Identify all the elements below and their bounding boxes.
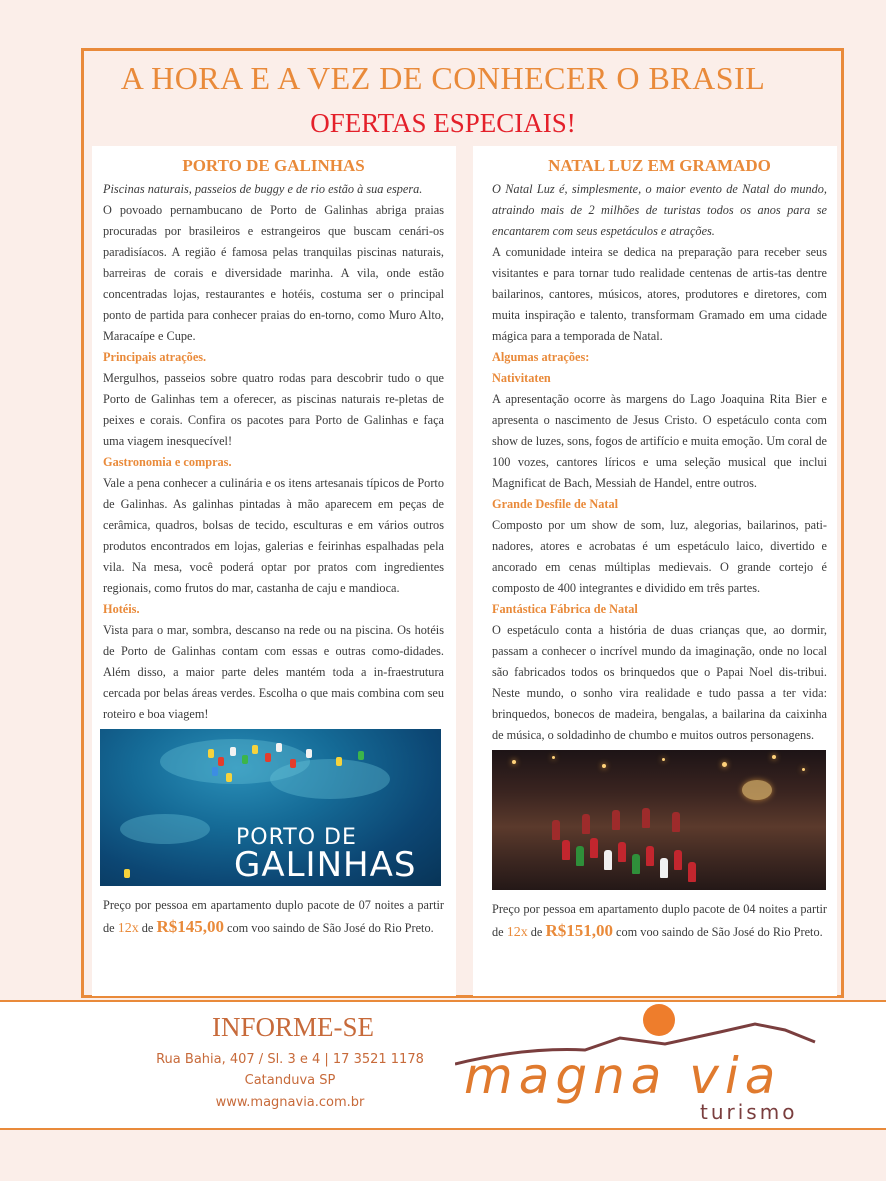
page-title: A HORA E A VEZ DE CONHECER O BRASIL — [120, 60, 766, 96]
section-text-atracoes: Mergulhos, passeios sobre quatro rodas para descobrir tudo o que Porto de Galinhas tem a oferecer, as piscinas naturais re-pletas de peixes e corais. Confira os pacotes para Porto de Galinhas e faça uma viagem inesquecível! — [103, 371, 444, 448]
price-value: R$145,00 — [156, 917, 224, 936]
offer-intro: O Natal Luz é, simplesmente, o maior evento de Natal do mundo, atraindo mais de 2 milhões de turistas todos os anos para se encantarem com seus espetáculos e atrações. — [492, 182, 827, 238]
offer-price: Preço por pessoa em apartamento duplo pacote de 07 noites a partir de 12x de R$145,00 com voo saindo de São José do Rio Preto. — [103, 898, 444, 936]
installments: 12x — [506, 925, 528, 940]
footer-website[interactable]: www.magnavia.com.br — [215, 1095, 365, 1110]
section-text-gastronomia: Vale a pena conhecer a culinária e os itens artesanais típicos de Porto de Galinhas. As galinhas pintadas à mão aparecem em peças de cerâmica, quadros, bolsas de tecido, esculturas e em vários outros produtos encontrados em lojas, galerias e feirinhas espalhadas pela vila. Na mesa, você poderá optar por pratos com ingredientes regionais, como frutos do mar, castanha de caju e mandioca. — [103, 476, 444, 595]
offer-paragraph: O povoado pernambucano de Porto de Galinhas abriga praias procuradas por brasileiros e estrangeiros que buscam cenári-os paradisíacos. A região é famosa pelas tranquilas piscinas naturais, barreiras de corais e diversidade marinha. A vila, onde estão concentradas lojas, restaurantes e hotéis, costuma ser o principal ponto de partida para conhecer praias do en-torno, como Muro Alto, Maracaípe e Cupe. — [103, 203, 444, 343]
section-heading-atracoes: Principais atrações. — [103, 350, 207, 364]
sun-icon — [643, 1004, 675, 1036]
section-heading-gastronomia: Gastronomia e compras. — [103, 455, 232, 469]
section-heading-fabrica: Fantástica Fábrica de Natal — [492, 602, 638, 616]
porto-de-galinhas-photo — [100, 729, 441, 886]
logo-subtitle: turismo — [700, 1100, 798, 1124]
section-text-hoteis: Vista para o mar, sombra, descanso na rede ou na piscina. Os hotéis de Porto de Galinhas contam com essas e outras como-didades. Além disso, a maior parte deles mantém toda a in-fraestrutura cercada por belas áreas verdes. Escolha o que mais combina com seu roteiro e boa viagem! — [103, 623, 444, 721]
page-subtitle: OFERTAS ESPECIAIS! — [310, 108, 576, 138]
section-text-fabrica: O espetáculo conta a história de duas crianças que, ao dormir, passam a conhecer o incrível mundo da imaginação, onde no local são fabricados todos os brinquedos que o Papai Noel dis-tribui. Neste mundo, o sonho vira realidade e tudo passa a ter vida: brinquedos, bonecos de madeira, bengalas, a bailarina da caixinha de música, o soldadinho de chumbo e muitos outros personagens. — [492, 623, 827, 742]
section-text-nativitaten: A apresentação ocorre às margens do Lago Joaquina Rita Bier e apresenta o nascimento de Jesus Cristo. O espetáculo conta com show de luzes, sons, fogos de artifício e muita emoção. Um coral de 100 vozes, cantores líricos e uma seleção musical que inclui Magnificat de Bach, Messiah de Handel, entre outros. — [492, 392, 827, 490]
footer-city: Catanduva SP — [244, 1073, 336, 1088]
footer-address: Rua Bahia, 407 / Sl. 3 e 4 | 17 3521 1178 — [156, 1052, 424, 1067]
section-heading-algumas: Algumas atrações: — [492, 350, 590, 364]
offer-price: Preço por pessoa em apartamento duplo pacote de 04 noites a partir de 12x de R$151,00 com voo saindo de São José do Rio Preto. — [492, 902, 827, 940]
offer-heading: PORTO DE GALINHAS — [182, 156, 365, 175]
offer-column-natal-luz — [473, 146, 837, 996]
section-heading-nativitaten: Nativitaten — [492, 371, 551, 385]
photo-caption-line1: PORTO DE — [236, 825, 357, 850]
installments: 12x — [117, 921, 139, 936]
offer-column-porto-de-galinhas — [92, 146, 456, 996]
logo-wordmark: magna via — [464, 1047, 782, 1105]
natal-luz-parade-photo — [492, 750, 826, 890]
offer-paragraph: A comunidade inteira se dedica na preparação para receber seus visitantes e para tornar tudo realidade centenas de artis-tas dentre bailarinos, cantores, músicos, atores, produtores e diretores, com muita inspiração e talento, transformam Gramado em uma cidade mágica para a temporada de Natal. — [492, 245, 827, 343]
photo-caption-line2: GALINHAS — [234, 845, 417, 885]
section-text-desfile: Composto por um show de som, luz, alegorias, bailarinos, pati-nadores, atores e acrobatas é um espetáculo laico, divertido e ancorado em cenas múltiplas medievais. O grande cortejo é composto de 400 integrantes e dividido em três partes. — [492, 518, 827, 595]
price-value: R$151,00 — [545, 921, 613, 940]
section-heading-desfile: Grande Desfile de Natal — [492, 497, 619, 511]
section-heading-hoteis: Hotéis. — [103, 602, 140, 616]
offer-heading: NATAL LUZ EM GRAMADO — [548, 156, 771, 175]
informe-heading: INFORME-SE — [212, 1012, 375, 1042]
offer-intro: Piscinas naturais, passeios de buggy e de rio estão à sua espera. — [103, 182, 423, 196]
footer-divider-bottom — [0, 1128, 886, 1130]
